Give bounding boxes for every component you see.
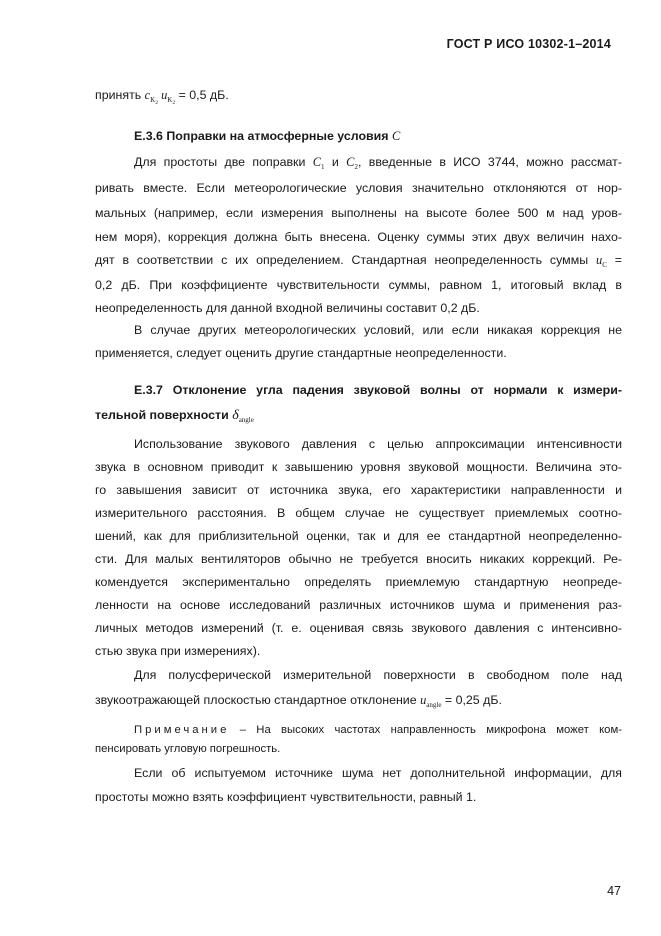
text-line: Для простоты две поправки $C_1$ и $C_2$, введенные в ИСО 3744, можно рассмат- — [134, 155, 622, 171]
text-line: неопределенность для данной входной величины составит 0,2 дБ. — [95, 301, 480, 315]
text-line: комендуется экспериментально определять приемлемую стандартную неопреде- — [95, 575, 622, 589]
text-line: применяется, следует оценить другие стандартные неопределенности. — [95, 346, 507, 360]
document-header: ГОСТ Р ИСО 10302-1–2014 — [446, 37, 611, 51]
text-line: В случае других метеорологических условий, или если никакая коррекция не — [134, 323, 622, 337]
text-line: измерительного расстояния. В общем случае не существует приемлемых соотно- — [95, 506, 622, 520]
text-line: простоты можно взять коэффициент чувствительности, равный 1. — [95, 790, 477, 804]
note: Примечание – На высоких частотах направленность микрофона может ком- — [134, 724, 622, 736]
text-line: 0,2 дБ. При коэффициенте чувствительности суммы, равном 1, итоговый вклад в — [95, 278, 622, 292]
text-line: ривать вместе. Если метеорологические условия значительно отклоняются от нор- — [95, 181, 622, 195]
text-line: сти. Для малых вентиляторов обычно не требуется вносить никаких коррекций. Ре- — [95, 552, 622, 566]
text-line: звука в основном приводит к завышению уровня звуковой мощности. Величина это- — [95, 460, 622, 474]
text-line: принять $c_{K_2}$ $u_{K_2} = 0,5$ дБ. — [95, 88, 229, 106]
text-line: го завышения зависит от источника звука, его характеристики направленности и — [95, 483, 622, 497]
text-line: нем моря), коррекция должна быть внесена. Оценку суммы этих двух величин нахо- — [95, 230, 622, 244]
text-line: личных методов измерений (т. е. оценивая связь звукового давления с интенсивно- — [95, 621, 622, 635]
section-heading-e36: Е.3.6 Поправки на атмосферные условия C — [134, 129, 401, 143]
section-heading-e37-cont: тельной поверхности $\delta_{angle}$ — [95, 408, 254, 424]
section-heading-e37: Е.3.7 Отклонение угла падения звуковой волны от нормали к измери- — [134, 383, 622, 397]
text-line: шений, как для приблизительной оценки, так и для ее стандартной неопределенно- — [95, 529, 622, 543]
text-line: звукоотражающей плоскостью стандартное отклонение $u_{angle} = 0,25$ дБ. — [95, 693, 502, 709]
text-line: стью звука при измерениях). — [95, 644, 261, 658]
formula-cK2-uK2: $c_{K_2}$ $u_{K_2}$ — [144, 88, 176, 106]
text-line: ленности на основе исследований различных источников шума и применения раз- — [95, 598, 622, 612]
text-line: дят в соответствии с их определением. Стандартная неопределенность суммы $u_C$ = — [95, 253, 622, 269]
note-cont: пенсировать угловую погрешность. — [95, 743, 281, 755]
text-line: Для полусферической измерительной поверхности в свободном поле над — [134, 668, 622, 682]
text-line: Использование звукового давления с целью аппроксимации интенсивности — [134, 437, 622, 451]
text-line: мальных (например, если измерения выполнены на высоте более 500 м над уров- — [95, 206, 622, 220]
page-number: 47 — [607, 884, 621, 898]
text-line: Если об испытуемом источнике шума нет дополнительной информации, для — [134, 766, 622, 780]
